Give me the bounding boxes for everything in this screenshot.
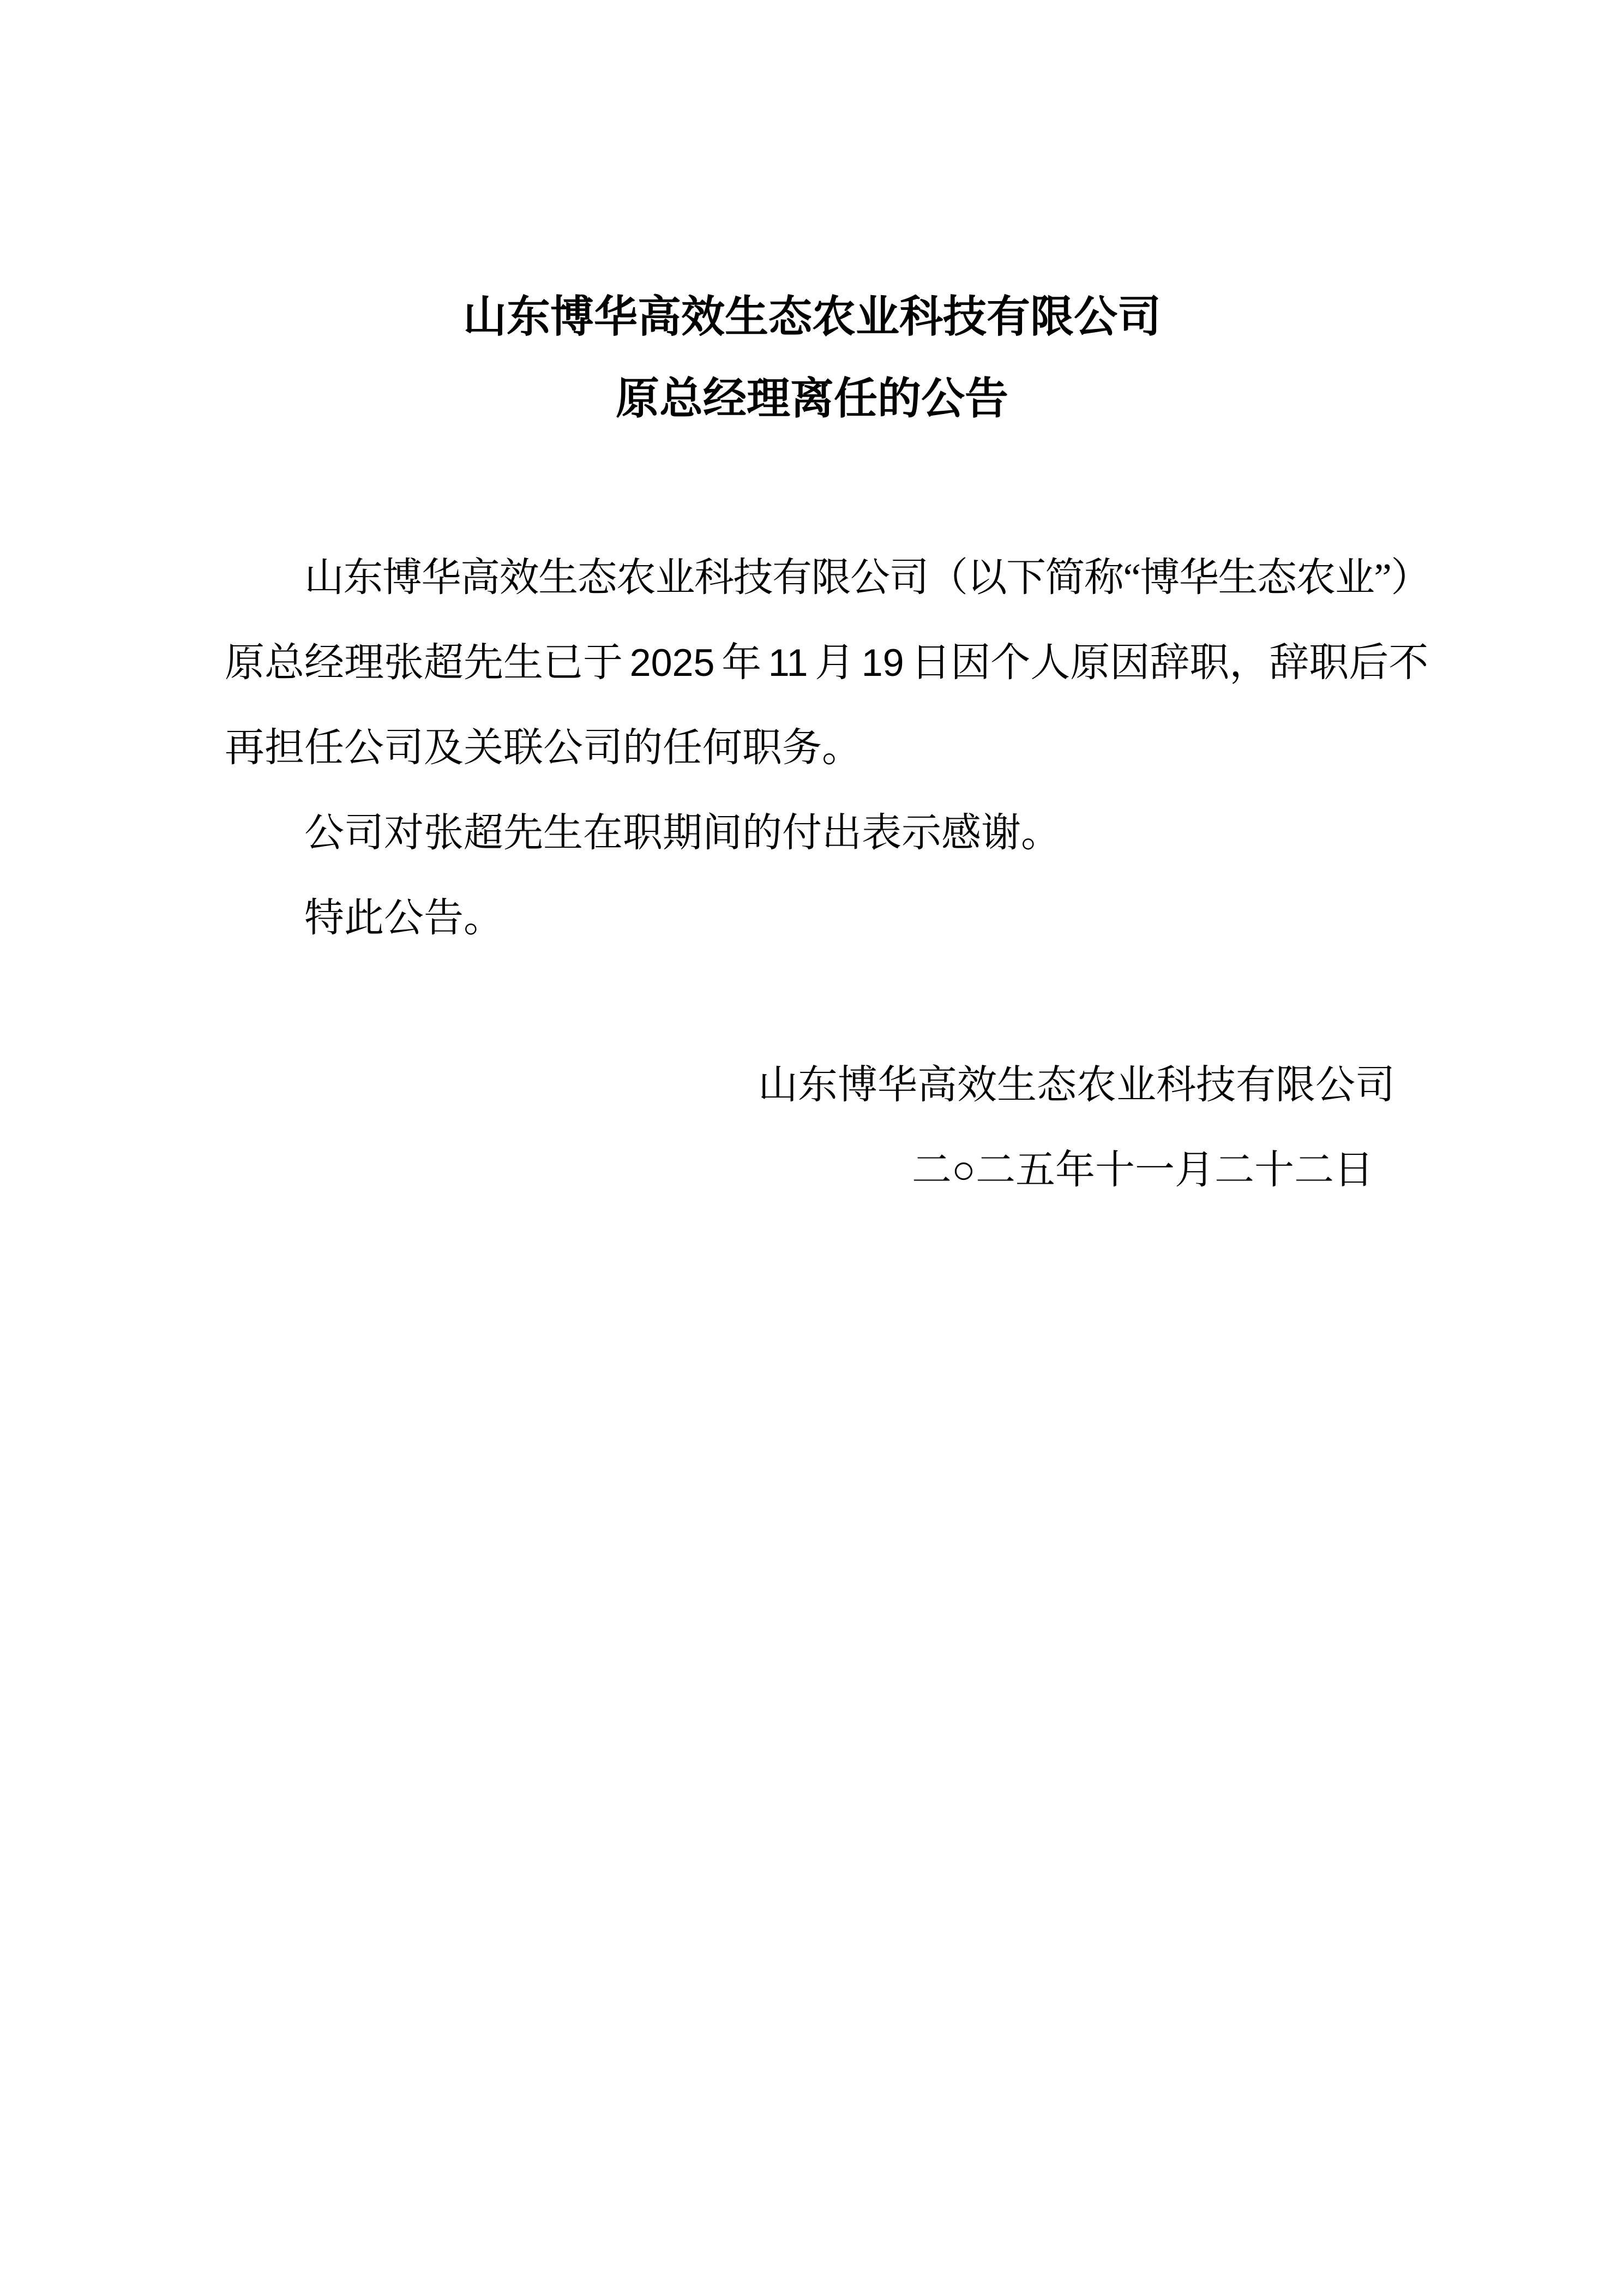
title-body-spacer xyxy=(225,440,1399,535)
paragraph1-line3: 再担任公司及关联公司的任何职务。 xyxy=(225,726,862,770)
paragraph1-line2-text3: 月 xyxy=(815,640,855,685)
resignation-day-number: 19 xyxy=(861,642,904,684)
resignation-month-number: 11 xyxy=(768,642,808,684)
paragraph1-line1: 山东博华高效生态农业科技有限公司（以下简称“博华生态农业”） xyxy=(304,555,1430,600)
paragraph2-line: 公司对张超先生在职期间的付出表示感谢。 xyxy=(304,811,1061,855)
paragraph1-line2-text2: 年 xyxy=(722,640,762,685)
paragraph1-line2-text1: 原总经理张超先生已于 xyxy=(225,640,623,685)
paragraph3-line: 特此公告。 xyxy=(304,896,503,940)
document-title-line2: 原总经理离任的公告 xyxy=(616,375,1008,423)
body-signature-spacer xyxy=(225,961,1399,1042)
document-content xyxy=(225,0,1430,1213)
signature-date: 二○二五年十一月二十二日 xyxy=(911,1148,1374,1192)
paragraph1-line2 xyxy=(225,620,1429,705)
signature-company-name: 山东博华高效生态农业科技有限公司 xyxy=(758,1063,1395,1107)
resignation-year-number: 2025 xyxy=(629,642,715,684)
document-title-line1: 山东博华高效生态农业科技有限公司 xyxy=(463,293,1161,341)
paragraph1-line2-text4: 日因个人原因辞职，辞职后不 xyxy=(911,640,1429,685)
